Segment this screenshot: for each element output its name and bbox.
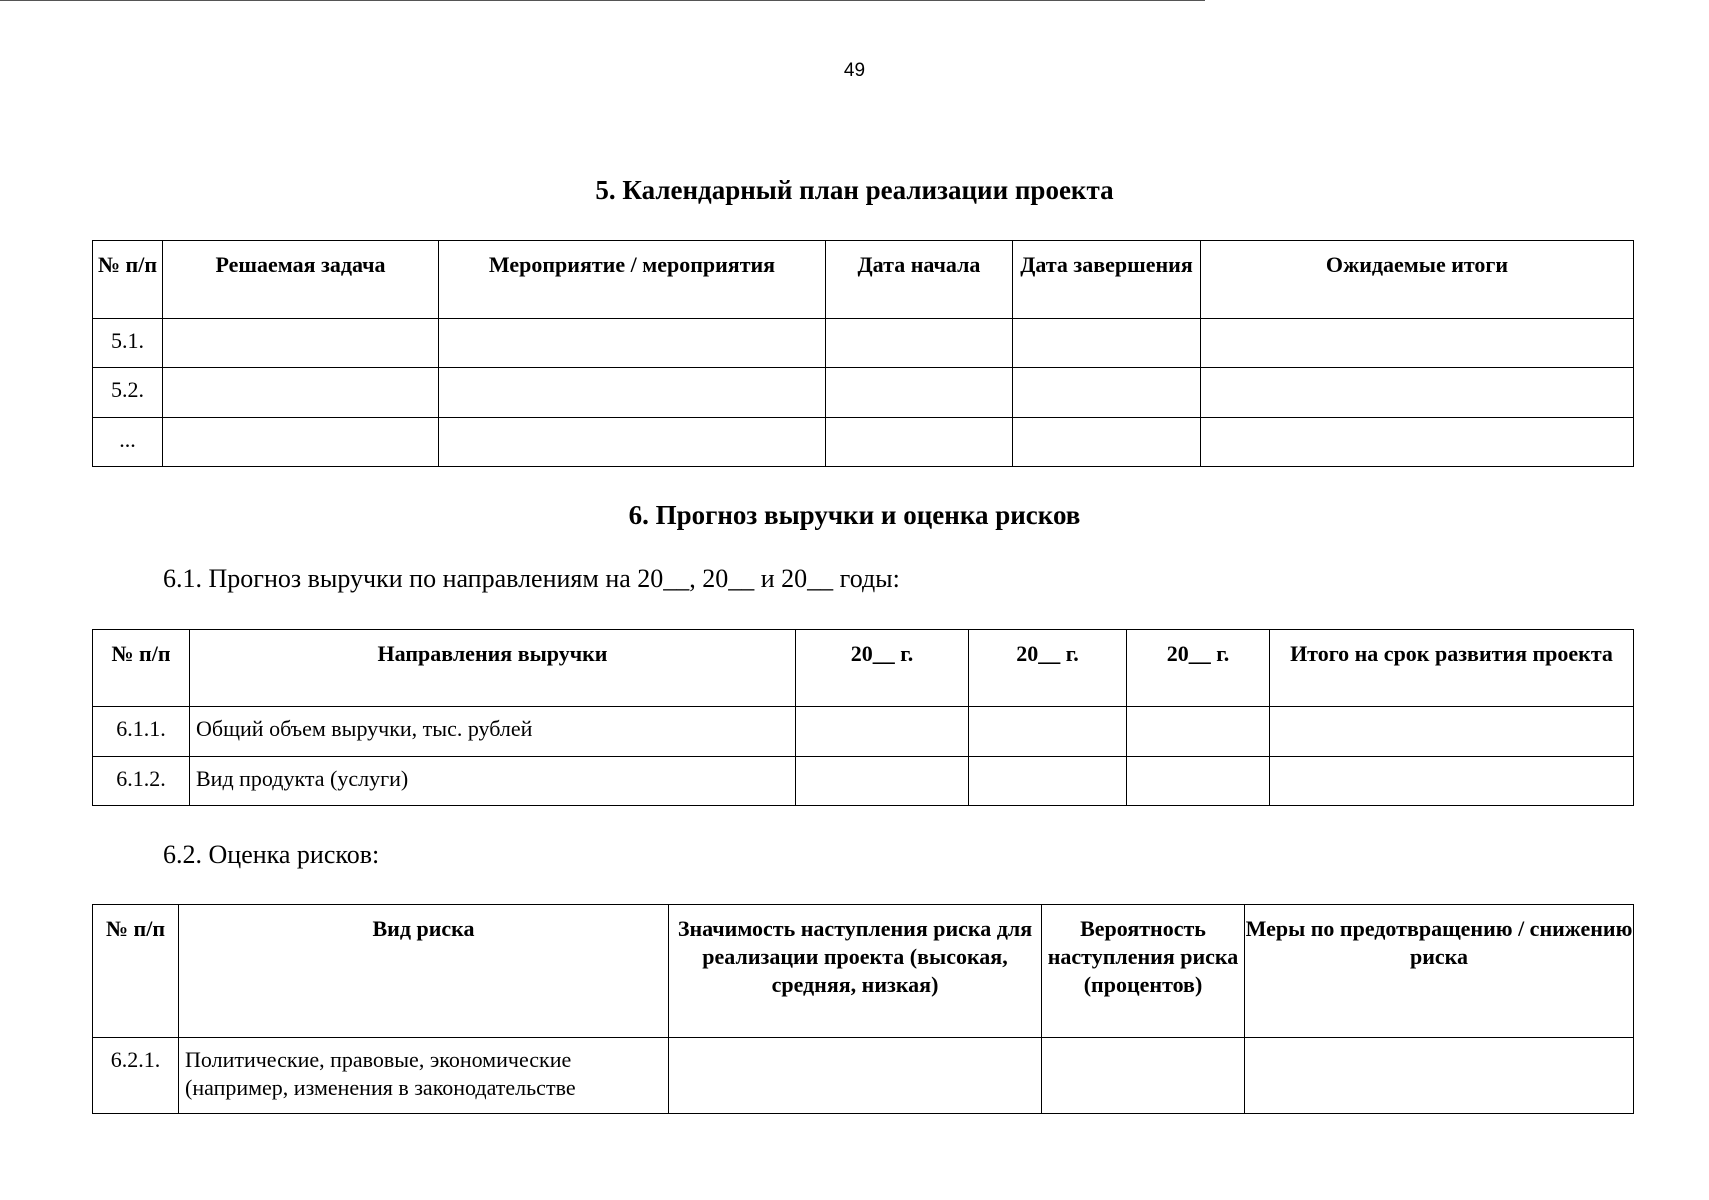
calendar-plan-table [92,240,1634,467]
column-header: Итого на срок развития проекта [1270,630,1634,707]
table-cell [1127,707,1270,757]
table-row [93,757,1634,806]
table-cell [796,707,969,757]
table-header-row [93,905,1634,1038]
column-header: 20__ г. [969,630,1127,707]
column-header: № п/п [93,905,179,1038]
revenue-forecast-table [92,629,1634,806]
column-header: 20__ г. [796,630,969,707]
table-cell [826,418,1013,467]
section6-1-title: 6.1. Прогноз выручки по направлениям на 20__, 20__ и 20__ годы: [163,564,900,593]
section6-title: 6. Прогноз выручки и оценка рисков [628,500,1081,530]
table-header-row [93,241,1634,319]
table-row [93,707,1634,757]
table-cell [1270,757,1634,806]
table-row [93,1038,1634,1114]
column-header: Значимость наступления риска для реализации проекта (высокая, средняя, низкая) [669,905,1042,1038]
column-header: Дата начала [826,241,1013,319]
table-cell [1201,418,1634,467]
risk-assessment-table [92,904,1634,1114]
revenue-direction: Вид продукта (услуги) [190,757,796,806]
table-row [93,368,1634,418]
table-cell [1245,1038,1634,1114]
table-cell [826,319,1013,368]
table-cell [669,1038,1042,1114]
table-cell [439,368,826,418]
table-row [93,418,1634,467]
page-number: 49 [843,60,866,81]
row-number: 6.1.1. [93,707,190,757]
column-header: Мероприятие / мероприятия [439,241,826,319]
column-header: № п/п [93,241,163,319]
column-header: Ожидаемые итоги [1201,241,1634,319]
revenue-direction: Общий объем выручки, тыс. рублей [190,707,796,757]
risk-type: Политические, правовые, экономические (например, изменения в законодательстве [179,1038,669,1114]
row-number: 6.1.2. [93,757,190,806]
column-header: Направления выручки [190,630,796,707]
top-rule [0,0,1205,1]
table-cell [1201,319,1634,368]
column-header: № п/п [93,630,190,707]
row-number: 5.2. [93,368,163,418]
table-cell [796,757,969,806]
column-header: Дата завершения [1013,241,1201,319]
column-header: Решаемая задача [163,241,439,319]
table-cell [1201,368,1634,418]
table-cell [1042,1038,1245,1114]
row-number: 5.1. [93,319,163,368]
table-cell [163,418,439,467]
table-cell [826,368,1013,418]
table-header-row [93,630,1634,707]
table-cell [163,368,439,418]
table-row [93,319,1634,368]
column-header: Вид риска [179,905,669,1038]
table-cell [1013,418,1201,467]
row-number: ... [93,418,163,467]
table-cell [163,319,439,368]
table-cell [1127,757,1270,806]
section6-2-title: 6.2. Оценка рисков: [163,840,380,869]
table-cell [1270,707,1634,757]
table-cell [439,319,826,368]
table-cell [1013,368,1201,418]
table-cell [969,707,1127,757]
column-header: Вероятность наступления риска (процентов) [1042,905,1245,1038]
row-number: 6.2.1. [93,1038,179,1114]
column-header: 20__ г. [1127,630,1270,707]
table-cell [1013,319,1201,368]
table-cell [439,418,826,467]
section5-title: 5. Календарный план реализации проекта [595,175,1114,205]
table-cell [969,757,1127,806]
column-header: Меры по предотвращению / снижению риска [1245,905,1634,1038]
